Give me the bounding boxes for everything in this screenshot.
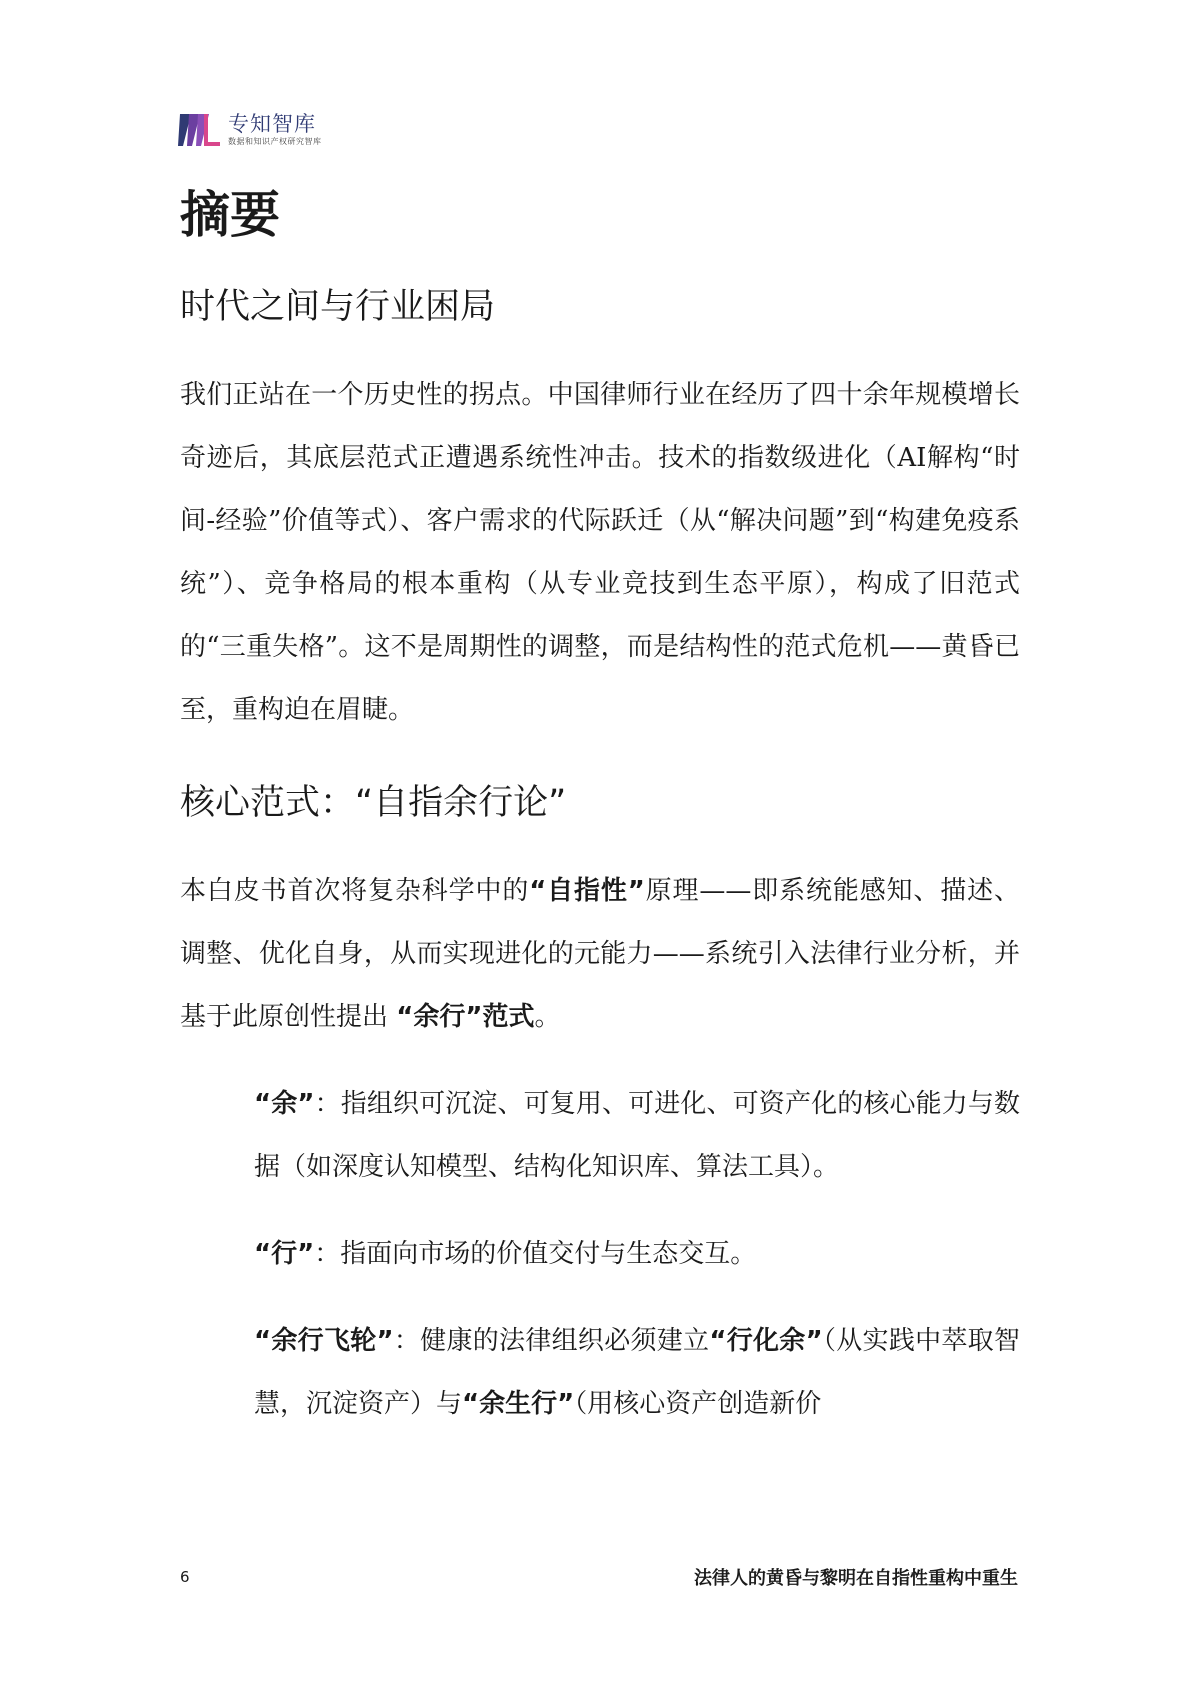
- page-title: 摘要: [180, 186, 280, 244]
- definition-flywheel: “余行飞轮”：健康的法律组织必须建立“行化余”（从实践中萃取智慧，沉淀资产）与“余生行”（用核心资产创造新价: [254, 1326, 1020, 1419]
- logo: [178, 108, 322, 152]
- definition-xing: “行”：指面向市场的价值交付与生态交互。: [254, 1239, 757, 1269]
- logo-mark-icon: [178, 112, 222, 148]
- logo-subtitle: 数据和知识产权研究智库: [228, 137, 322, 146]
- document-body: [180, 180, 1020, 1436]
- page-number: 6: [180, 1568, 190, 1586]
- definition-yu: “余”：指组织可沉淀、可复用、可进化、可资产化的核心能力与数据（如深度认知模型、结构化知识库、算法工具）。: [254, 1089, 1020, 1182]
- section-heading-paradigm: 核心范式：“自指余行论”: [180, 783, 567, 823]
- paragraph-paradigm: 本白皮书首次将复杂科学中的“自指性”原理——即系统能感知、描述、调整、优化自身，从而实现进化的元能力——系统引入法律行业分析，并基于此原创性提出 “余行”范式。: [180, 876, 1020, 1032]
- section-heading-era: 时代之间与行业困局: [180, 287, 496, 327]
- logo-title: 专知智库: [228, 112, 316, 136]
- footer-doc-title: 法律人的黄昏与黎明在自指性重构中重生: [694, 1568, 1018, 1589]
- paragraph-era: 我们正站在一个历史性的拐点。中国律师行业在经历了四十余年规模增长奇迹后，其底层范式正遭遇系统性冲击。技术的指数级进化（AI解构“时间-经验”价值等式）、客户需求的代际跃迁（从“解决问题”到“构建免疫系统”）、竞争格局的根本重构（从专业竞技到生态平原），构成了旧范式的“三重失格”。这不是周期性的调整，而是结构性的范式危机——黄昏已至，重构迫在眉睫。: [180, 380, 1020, 725]
